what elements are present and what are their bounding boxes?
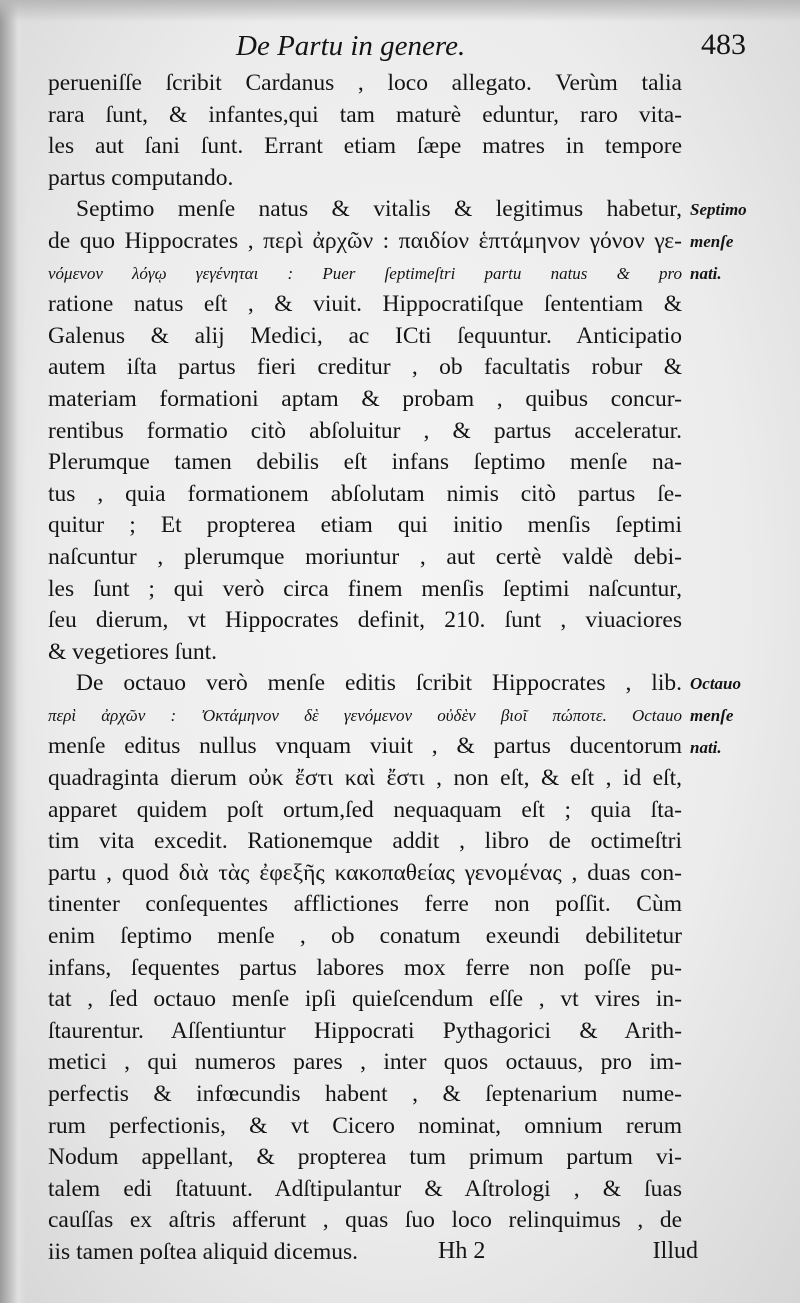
text-line: apparet quidem poſt ortum,ſed nequaquam eſt ; quia ſta- — [48, 796, 682, 823]
text-line: tim vita excedit. Rationemque addit , libro de octimeſtri — [48, 828, 682, 855]
text-line: perfectis & infœcundis habent , & ſeptenarium nume- — [48, 1081, 682, 1107]
text-line: tat , ſed octauo menſe ipſi quieſcendum eſſe , vt vires in- — [48, 986, 682, 1013]
text-line: ſtaurentur. Aſſentiuntur Hippocrati Pythagorici & Arith- — [48, 1017, 682, 1044]
text-line: naſcuntur , plerumque moriuntur , aut certè valdè debi- — [48, 543, 682, 570]
text-line: enim ſeptimo menſe , ob conatum exeundi debilitetur — [48, 923, 682, 950]
page-footer — [438, 1232, 698, 1272]
text-line: περὶ ἀρχῶν : Ὀκτάμηνον δὲ γενόμενον οὐδὲν βιοῖ πώποτε. Octauo — [48, 705, 682, 725]
page-header — [50, 24, 746, 70]
text-line: rentibus formatio citò abſoluitur , & partus acceleratur. — [48, 417, 682, 444]
text-line: talem edi ſtatuunt. Adſtipulantur & Aſtrologi , & ſuas — [48, 1175, 682, 1202]
text-line: infans, ſequentes partus labores mox ferre non poſſe pu- — [48, 954, 682, 981]
margin-note: nati. — [690, 263, 722, 283]
text-line: quitur ; Et propterea etiam qui initio menſis ſeptimi — [48, 512, 682, 539]
text-line: partus computando. — [48, 164, 234, 191]
text-line: ratione natus eſt , & viuit. Hippocratiſque ſententiam & — [48, 291, 682, 318]
text-line: iis tamen poſtea aliquid dicemus. — [48, 1238, 358, 1265]
text-line: rum perfectionis, & vt Cicero nominat, omnium rerum — [48, 1112, 682, 1139]
margin-note: menſe — [690, 232, 734, 251]
text-line: ſeu dierum, vt Hippocrates definit, 210. ſunt , viuaciores — [48, 607, 682, 634]
text-line: les aut ſani ſunt. Errant etiam ſæpe matres in tempore — [48, 133, 682, 160]
text-line: Plerumque tamen debilis eſt infans ſeptimo menſe na- — [48, 449, 682, 476]
text-line: autem iſta partus fieri creditur , ob facultatis robur & — [48, 354, 682, 381]
text-line: tinenter conſequentes afflictiones ferre non poſſit. Cùm — [48, 891, 682, 918]
text-line: Galenus & alij Medici, ac ICti ſequuntur. Anticipatio — [48, 322, 682, 349]
signature-mark: Hh 2 — [438, 1238, 486, 1264]
text-line: perueniſſe ſcribit Cardanus , loco allegato. Verùm talia — [48, 70, 682, 96]
text-line: De octauo verò menſe editis ſcribit Hippocrates , lib. — [76, 670, 682, 697]
text-line: Nodum appellant, & propterea tum primum partum vi- — [48, 1144, 682, 1171]
text-line: tus , quia formationem abſolutam nimis citò partus ſe- — [48, 480, 682, 507]
text-line: metici , qui numeros pares , inter quos octauus, pro im- — [48, 1049, 682, 1076]
text-line: & vegetiores ſunt. — [48, 638, 218, 665]
text-line: rara ſunt, & infantes,qui tam maturè eduntur, raro vita- — [48, 101, 682, 128]
gutter-shadow — [0, 0, 26, 1303]
margin-note: nati. — [690, 737, 722, 757]
text-line: partu , quod διὰ τὰς ἐφεξῆς κακοπαθείας γενομένας , duas con- — [48, 859, 682, 886]
text-line: materiam formationi aptam & probam , quibus concur- — [48, 385, 682, 412]
margin-note: menſe — [690, 706, 734, 725]
text-line: νόμενον λόγῳ γεγένηται : Puer ſeptimeſtri partu natus & pro — [48, 263, 682, 283]
text-line: les ſunt ; qui verò circa finem menſis ſeptimi naſcuntur, — [48, 575, 682, 602]
text-line: Septimo menſe natus & vitalis & legitimus habetur, — [76, 196, 682, 223]
top-edge-shadow — [0, 0, 800, 22]
running-title: De Partu in genere. — [236, 30, 466, 62]
text-line: cauſſas ex aſtris afferunt , quas ſuo loco relinquimus , de — [48, 1207, 682, 1234]
text-line: quadraginta dierum οὐκ ἔστι καὶ ἔστι , non eſt, & eſt , id eſt, — [48, 765, 682, 792]
text-line: menſe editus nullus vnquam viuit , & partus ducentorum — [48, 733, 682, 760]
body-text — [48, 68, 682, 1269]
page-number: 483 — [701, 28, 746, 61]
margin-note: Octauo — [690, 674, 741, 694]
catchword: Illud — [652, 1238, 698, 1264]
text-line: de quo Hippocrates , περὶ ἀρχῶν : παιδίον ἑπτάμηνον γόνον γε- — [48, 227, 682, 254]
margin-note: Septimo — [690, 200, 747, 220]
